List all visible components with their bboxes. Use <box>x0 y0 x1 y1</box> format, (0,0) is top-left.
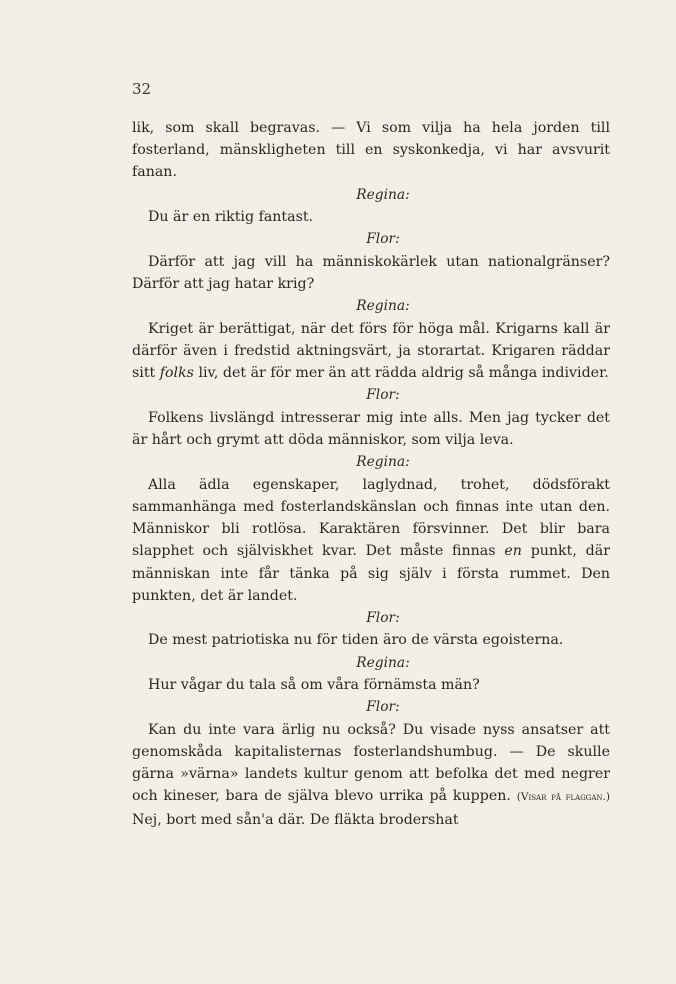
paragraph: Därför att jag vill ha människokärlek utan nationalgränser? Därför att jag hatar krig? <box>132 253 610 293</box>
paragraph <box>132 474 610 607</box>
stage-direction: (Visar på flaggan.) <box>516 791 610 804</box>
speaker-label: Regina: <box>356 654 410 671</box>
paragraph: De mest patriotiska nu för tiden äro de värsta egoisterna. <box>148 632 564 649</box>
speaker-label: Regina: <box>356 298 410 315</box>
speaker-label: Flor: <box>366 609 400 626</box>
paragraph: Du är en riktig fantast. <box>148 209 314 226</box>
speaker-label: Flor: <box>366 231 400 248</box>
text-run: punkt, där människan inte får tänka på sig själv i första rummet. Den punkten, det är landet. <box>132 543 610 604</box>
speaker-label: Flor: <box>366 699 400 716</box>
text-run: Alla ädla egenskaper, laglydnad, trohet, dödsförakt sammanhänga med fosterlandskänslan och finnas inte utan den. Människor bli rotlösa. Karaktären försvinner. Det blir bara slapphet och själviskhet kvar. Det måste finnas <box>132 476 610 560</box>
text-run: Kriget är berättigat, när det förs för höga mål. Krigarns kall är därför även i fredstid aktningsvärt, ja storartat. Krigaren räddar sitt <box>132 320 610 382</box>
speaker-label: Flor: <box>366 387 400 404</box>
paragraph <box>132 318 610 385</box>
paragraph: Folkens livslängd intresserar mig inte alls. Men jag tycker det är hårt och grymt att döda människor, som vilja leva. <box>132 409 610 449</box>
paragraph <box>132 719 610 831</box>
page-number: 32 <box>132 80 152 98</box>
paragraph: lik, som skall begravas. — Vi som vilja ha hela jorden till fosterland, mänskligheten till en syskonkedja, vi har avsvurit fanan. <box>132 120 610 181</box>
speaker-label: Regina: <box>356 186 410 203</box>
text-run: Nej, bort med sån'a där. De fläkta brodershat <box>132 811 459 828</box>
emphasis: folks <box>159 365 194 382</box>
text-run: Kan du inte vara ärlig nu också? Du visade nyss ansatser att genomskåda kapitalisternas fosterlandshumbug. — De skulle gärna »värna» landets kultur genom att befolka det med negrer och kineser, bara de själva blevo urrika på kuppen. <box>132 721 610 805</box>
dialogue-text <box>132 117 610 831</box>
paragraph: Hur vågar du tala så om våra förnämsta män? <box>148 677 480 694</box>
emphasis: en <box>504 543 522 560</box>
text-run: liv, det är för mer än att rädda aldrig så många individer. <box>193 365 609 382</box>
speaker-label: Regina: <box>356 454 410 471</box>
